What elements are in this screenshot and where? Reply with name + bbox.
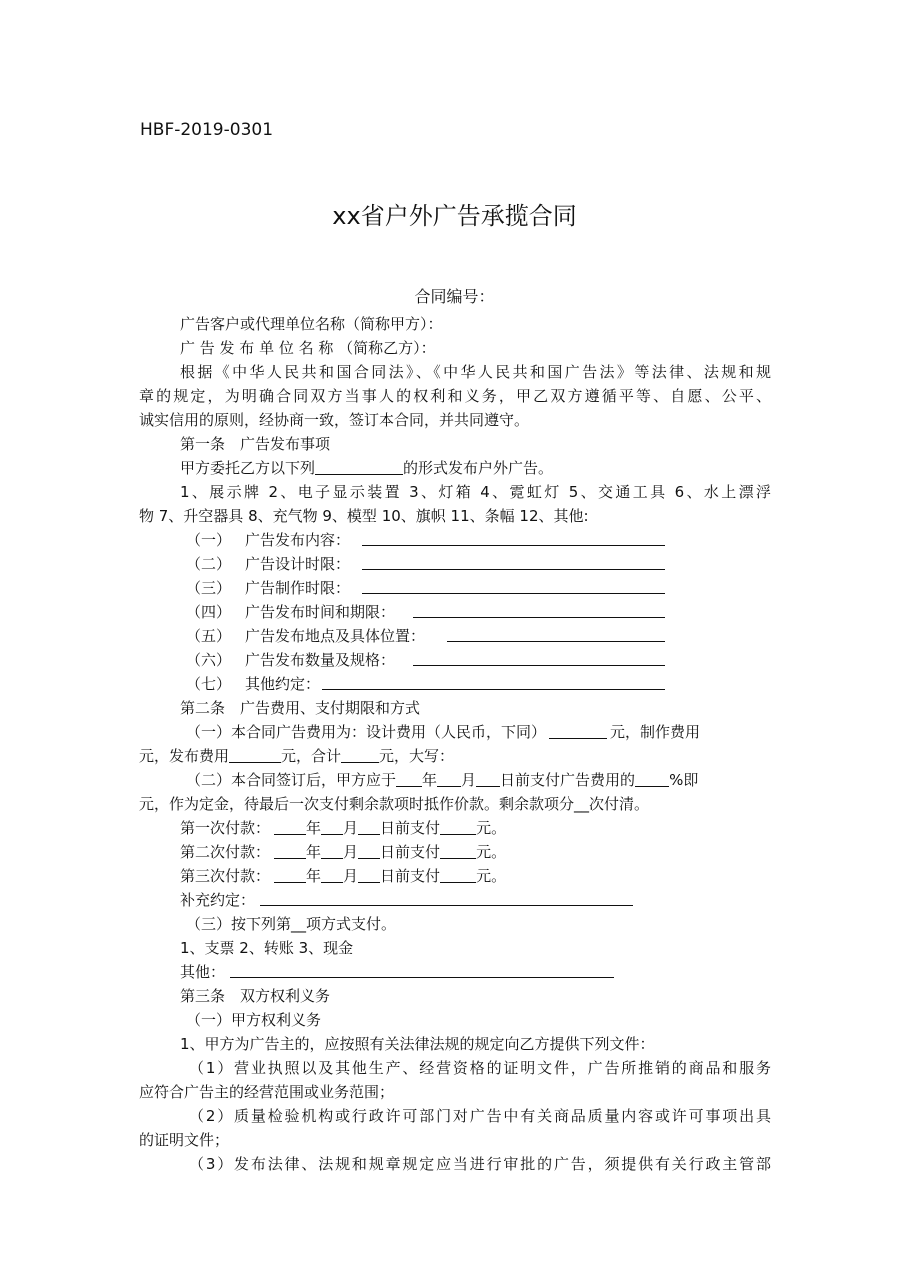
item-number: （五） (186, 627, 232, 645)
item-label: 广告设计时限： (245, 555, 351, 573)
item-label: 广告发布时间和期限： (245, 603, 396, 621)
item-label: 广告发布内容： (245, 531, 351, 549)
blank-line (440, 843, 476, 859)
blank-line (396, 771, 422, 787)
blank-line (230, 977, 614, 978)
blank-line (358, 843, 380, 859)
item-label: 广告发布地点及具体位置： (245, 627, 426, 645)
blank-line (476, 771, 500, 787)
blank-line (358, 819, 380, 835)
item-number: （一） (186, 531, 232, 549)
blank-line (274, 819, 306, 835)
intro-line: 根据《中华人民共和国合同法》、《中华人民共和国广告法》等法律、法规和规 (180, 363, 771, 381)
duty-item: 的证明文件； (139, 1131, 230, 1149)
blank-line (322, 689, 665, 690)
document-code: HBF-2019-0301 (140, 120, 274, 140)
blank-line (362, 593, 665, 594)
item-number: （三） (186, 579, 232, 597)
supplement-label: 补充约定： (180, 891, 256, 909)
payment-line: 第三次付款： 年 月 日前支付 元。 (180, 867, 507, 885)
blank-line (321, 867, 343, 883)
other-label: 其他： (180, 963, 226, 981)
fee-line: 元，发布费用 元，合计 元，大写： (139, 747, 455, 765)
payment-methods: 1、支票 2、转账 3、现金 (180, 939, 354, 957)
item-label: 其他约定： (245, 675, 321, 693)
party-a-label: 广告客户或代理单位名称（简称甲方）： (180, 315, 443, 333)
party-a-duties-title: （一）甲方权利义务 (186, 1011, 322, 1029)
duty-item: （1）营业执照以及其他生产、经营资格的证明文件，广告所推销的商品和服务 (189, 1059, 771, 1077)
blank-line (362, 545, 665, 546)
article-2-title: 第二条 广告费用、支付期限和方式 (180, 699, 421, 717)
item-number: （四） (186, 603, 232, 621)
blank-line (440, 867, 476, 883)
intro-line: 诚实信用的原则，经协商一致，签订本合同，并共同遵守。 (139, 411, 530, 429)
blank-line (413, 665, 665, 666)
page-title: xx省户外广告承揽合同 (332, 202, 577, 230)
blank-line (440, 819, 476, 835)
blank-line (635, 771, 669, 787)
intro-line: 章的规定，为明确合同双方当事人的权利和义务，甲乙双方遵循平等、自愿、公平、 (139, 387, 771, 405)
duty-item: 应符合广告主的经营范围或业务范围； (139, 1083, 395, 1101)
contract-number-label: 合同编号： (414, 287, 495, 306)
payment-method-title: （三）按下列第__项方式支付。 (186, 915, 397, 933)
item-number: （七） (186, 675, 232, 693)
article-3-title: 第三条 双方权利义务 (180, 987, 331, 1005)
item-number: （六） (186, 651, 232, 669)
blank-line (549, 723, 607, 739)
deposit-line: 元，作为定金，待最后一次支付剩余款项时抵作价款。剩余款项分__次付清。 (139, 795, 650, 813)
blank-line (315, 459, 403, 475)
blank-line (274, 867, 306, 883)
party-b-label: 广 告 发 布 单 位 名 称 （简称乙方）： (180, 339, 436, 357)
item-label: 广告制作时限： (245, 579, 351, 597)
duty-item: （2）质量检验机构或行政许可部门对广告中有关商品质量内容或许可事项出具 (189, 1107, 771, 1125)
payment-line: 第二次付款： 年 月 日前支付 元。 (180, 843, 507, 861)
blank-line (229, 747, 281, 763)
item-number: （二） (186, 555, 232, 573)
blank-line (321, 819, 343, 835)
duty-item: （3）发布法律、法规和规章规定应当进行审批的广告，须提供有关行政主管部 (189, 1155, 771, 1173)
entrust-line: 甲方委托乙方以下列 的形式发布户外广告。 (180, 459, 554, 477)
blank-line (447, 641, 665, 642)
blank-line (413, 617, 665, 618)
blank-line (358, 867, 380, 883)
blank-line (260, 905, 633, 906)
payment-line: 第一次付款： 年 月 日前支付 元。 (180, 819, 507, 837)
item-label: 广告发布数量及规格： (245, 651, 396, 669)
duty-paragraph: 1、甲方为广告主的，应按照有关法律法规的规定向乙方提供下列文件： (180, 1035, 655, 1053)
blank-line (341, 747, 379, 763)
blank-line (437, 771, 461, 787)
fee-line: （一）本合同广告费用为：设计费用（人民币，下同） 元，制作费用 (186, 723, 701, 741)
deposit-line: （二）本合同签订后，甲方应于 年 月 日前支付广告费用的 %即 (186, 771, 699, 789)
blank-line (274, 843, 306, 859)
forms-line: 1、展示牌 2、电子显示装置 3、灯箱 4、霓虹灯 5、交通工具 6、水上漂浮 (180, 483, 771, 501)
blank-line (362, 569, 665, 570)
forms-line: 物 7、升空器具 8、充气物 9、模型 10、旗帜 11、条幅 12、其他: (139, 507, 589, 525)
blank-line (321, 843, 343, 859)
article-1-title: 第一条 广告发布事项 (180, 435, 331, 453)
